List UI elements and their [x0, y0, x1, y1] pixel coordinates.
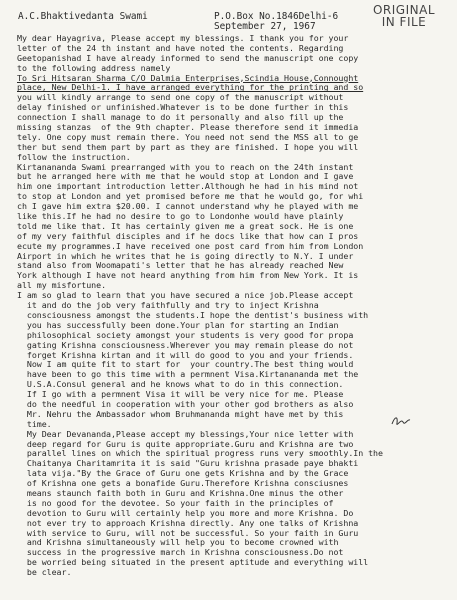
letter-line: forget Krishna kirtan and it will do good to you and your friends.	[17, 349, 354, 360]
letter-line: parallel lines on which the spiritual progress runs very smoothly.In the	[17, 448, 383, 459]
letter-line: of Krishna one gets a bonafide Guru.Therefore Krishna consciusnes	[17, 478, 349, 489]
letter-line: delay finished or unfinished.Whatever is to be done further in this	[17, 102, 349, 113]
letter-line: Kirtanananda Swami prearranged with you to reach on the 24th instant	[17, 161, 354, 172]
letter-line: If I go with a permnent Visa it will be very nice for me. Please	[17, 389, 344, 400]
letter-line: means staunch faith both in Guru and Krishna.One minus the other	[17, 487, 344, 498]
letter-line: devotion to Guru will certainly help you more and more Krishna. Do	[17, 507, 354, 518]
letter-line: U.S.A.Consul general and he knows what to do in this connection.	[17, 379, 344, 390]
letter-line: time.	[17, 418, 52, 429]
handwritten-initials	[390, 414, 412, 430]
letter-line: I am so glad to learn that you have secured a nice job.Please accept	[17, 290, 354, 301]
sender-address: P.O.Box No.1846Delhi-6	[214, 11, 339, 22]
letter-line: of my very faithful disciples and if he docs like that how can I pros	[17, 230, 359, 241]
letter-line: and Krishna simultaneously will help you to become crowned with	[17, 537, 339, 548]
letter-line: to stop at London and yet promised before me that he would go, for whi	[17, 191, 364, 202]
letter-line: To Sri Hitsaran Sharma C/O Dalmia Enterprises,Scindia House,Connought	[17, 72, 359, 83]
sender-name: A.C.Bhaktivedanta Swami	[18, 11, 148, 22]
letter-line: deep regard for Guru is quite appropriate.Guru and Krishna are two	[17, 438, 354, 449]
letter-line: stand also from Woomapati's letter that he has already reached New	[17, 260, 344, 271]
letter-line: with service to Guru, will not be successful. So your faith in Guru	[17, 527, 359, 538]
letter-line: Mr. Nehru the Ambassador whom Bruhmananda might have met by this	[17, 408, 344, 419]
letter-date: September 27, 1967	[214, 21, 316, 32]
letter-line: him one important introduction letter.Although he had in his mind not	[17, 181, 359, 192]
letter-line: ther but send them part by part as they are finished. I hope you will	[17, 141, 359, 152]
letter-line: you will kindly arrange to send one copy of the manuscript without	[17, 92, 344, 103]
letter-line: like this.If he had no desire to go to Londonhe would have plainly	[17, 211, 344, 222]
stamp-line: IN FILE	[381, 15, 427, 29]
letter-line: is no good for the devotee. So your faith in the principles of	[17, 497, 334, 508]
letter-line: not ever try to approach Krishna directly. Any one talks of Krishna	[17, 517, 359, 528]
letter-line: York although I have not heard anything from him from New York. It is	[17, 270, 359, 281]
stamp-line: ORIGINAL	[372, 3, 436, 17]
letter-line: place, New Delhi-1. I have arranged everything for the printing and so	[17, 82, 364, 93]
letter-line: all my misfortune.	[17, 280, 107, 291]
letter-line: Geetopanishad I have already informed to send the manuscript one copy	[17, 52, 359, 63]
letter-line: philosophical society amongst your students is very good for propa	[17, 329, 354, 340]
letter-line: My dear Hayagriva, Please accept my blessings. I thank you for your	[17, 33, 349, 43]
letter-line: be clear.	[17, 567, 72, 578]
letter-line: be worried being situated in the present aptitude and everything will	[17, 557, 369, 568]
letter-line: you has successfully been done.Your plan for starting an Indian	[17, 319, 339, 330]
letter-line: success in the progressive march in Krishna consciousness.Do not	[17, 547, 344, 558]
letter-line: ch I gave him extra $20.00. I cannot understand why he played with me	[17, 201, 359, 212]
letter-line: follow the instruction.	[17, 151, 131, 162]
letter-line: told me like that. It has certainly given me a great sock. He is one	[17, 220, 354, 231]
letter-line: gating Krishna consciousness.Wherever you may remain please do not	[17, 339, 354, 350]
letter-line: but he arranged here with me that he would stop at London and I gave	[17, 171, 354, 182]
letter-line: to the following address namely	[17, 62, 171, 73]
letter-line: My Dear Devananda,Please accept my blessings,Your nice letter with	[17, 428, 354, 439]
letter-line: it and do the job very faithfully and try to inject Krishna	[17, 300, 319, 311]
letter-line: tely. One copy must remain there. You need not send the MSS all to ge	[17, 131, 359, 142]
letter-line: have been to go this time with a permnent Visa.Kirtanananda met the	[17, 369, 359, 380]
letter-line: Now I am quite fit to start for your country.The best thing would	[17, 359, 354, 370]
letter-line: Chaitanya Charitamrita it is said "Guru krishna prasade paye bhakti	[17, 458, 359, 469]
letter-line: letter of the 24 th instant and have noted the contents. Regarding	[17, 42, 344, 53]
letter-line: missing stanzas of the 9th chapter. Please therefore send it immedia	[17, 122, 359, 133]
letter-line: ecute my programmes.I have received one post card from him from London	[17, 240, 364, 251]
letter-line: lata vija."By the Grace of Guru one gets Krishna and by the Grace	[17, 468, 349, 479]
letter-line: connection I shall manage to do it personally and also fill up the	[17, 112, 344, 123]
original-in-file-stamp	[367, 4, 441, 28]
letter-line: do the needful in cooperation with your other god brothers as also	[17, 398, 354, 409]
letter-body	[17, 34, 447, 578]
letter-line: Airport in which he writes that he is going directly to N.Y. I under	[17, 250, 354, 261]
letter-line: consciousness amongst the students.I hope the dentist's business with	[17, 309, 369, 320]
